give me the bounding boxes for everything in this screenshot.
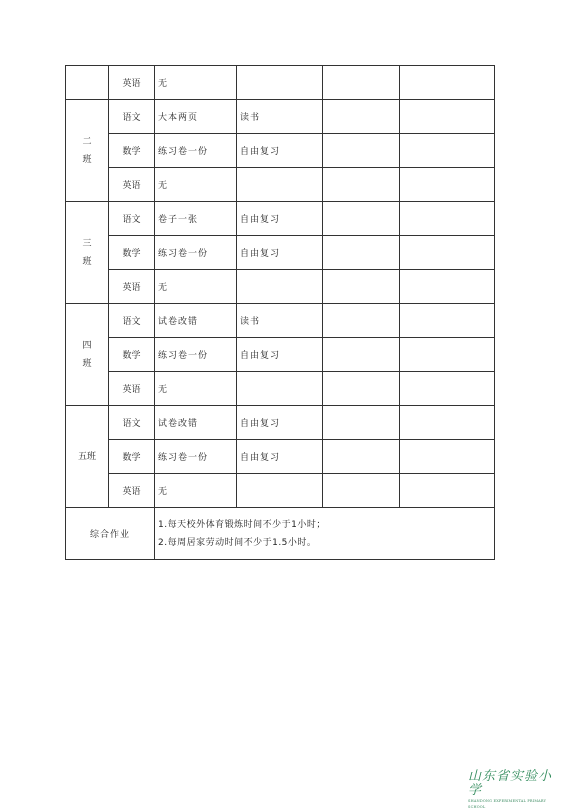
table-row bbox=[66, 168, 495, 202]
summary-line: 2.每周居家劳动时间不少于1.5小时。 bbox=[158, 537, 317, 548]
review-cell: 自由复习 bbox=[237, 134, 323, 168]
summary-content bbox=[155, 508, 495, 560]
homework-content-cell: 试卷改错 bbox=[155, 304, 237, 338]
class-cell bbox=[66, 66, 109, 100]
subject-cell: 语文 bbox=[109, 304, 155, 338]
empty-cell bbox=[323, 100, 400, 134]
homework-content-cell: 练习卷一份 bbox=[155, 236, 237, 270]
empty-cell bbox=[400, 134, 495, 168]
subject-cell: 英语 bbox=[109, 474, 155, 508]
table-row bbox=[66, 202, 495, 236]
empty-cell bbox=[323, 202, 400, 236]
homework-content-cell: 练习卷一份 bbox=[155, 134, 237, 168]
empty-cell bbox=[400, 66, 495, 100]
homework-content-cell: 无 bbox=[155, 270, 237, 304]
class-name-line: 四 bbox=[82, 340, 92, 351]
homework-content-cell: 无 bbox=[155, 474, 237, 508]
empty-cell bbox=[400, 440, 495, 474]
empty-cell bbox=[323, 270, 400, 304]
review-cell: 自由复习 bbox=[237, 338, 323, 372]
class-name-cell bbox=[66, 100, 109, 202]
subject-cell: 数学 bbox=[109, 338, 155, 372]
homework-content-cell: 无 bbox=[155, 372, 237, 406]
subject-cell: 数学 bbox=[109, 134, 155, 168]
empty-cell bbox=[323, 236, 400, 270]
table-row bbox=[66, 134, 495, 168]
table-row bbox=[66, 474, 495, 508]
class-name-line: 二 bbox=[82, 136, 92, 147]
review-cell: 读书 bbox=[237, 100, 323, 134]
empty-cell bbox=[400, 100, 495, 134]
table-row bbox=[66, 372, 495, 406]
summary-line: 1.每天校外体育锻炼时间不少于1小时； bbox=[158, 519, 326, 530]
school-logo-english: SHANDONG EXPERIMENTAL PRIMARY SCHOOL bbox=[468, 799, 547, 809]
empty-cell bbox=[400, 304, 495, 338]
homework-content-cell: 无 bbox=[155, 66, 237, 100]
review-cell: 自由复习 bbox=[237, 236, 323, 270]
subject-cell: 语文 bbox=[109, 406, 155, 440]
class-name-line: 班 bbox=[82, 154, 92, 165]
class-name-line: 三 bbox=[82, 238, 92, 249]
table-row bbox=[66, 100, 495, 134]
table-row bbox=[66, 440, 495, 474]
summary-row bbox=[66, 508, 495, 560]
review-cell bbox=[237, 270, 323, 304]
empty-cell bbox=[323, 372, 400, 406]
class-name-line: 五班 bbox=[77, 451, 96, 462]
subject-cell: 语文 bbox=[109, 100, 155, 134]
class-name-cell bbox=[66, 304, 109, 406]
review-cell: 自由复习 bbox=[237, 440, 323, 474]
review-cell: 读书 bbox=[237, 304, 323, 338]
empty-cell bbox=[323, 66, 400, 100]
empty-cell bbox=[400, 270, 495, 304]
homework-table bbox=[65, 65, 495, 560]
empty-cell bbox=[400, 338, 495, 372]
table-row bbox=[66, 338, 495, 372]
school-logo-chinese: 山东省实验小学 bbox=[468, 769, 553, 798]
table-row bbox=[66, 66, 495, 100]
homework-content-cell: 练习卷一份 bbox=[155, 338, 237, 372]
empty-cell bbox=[323, 168, 400, 202]
homework-content-cell: 大本两页 bbox=[155, 100, 237, 134]
table-row bbox=[66, 236, 495, 270]
school-logo bbox=[468, 769, 564, 809]
summary-label: 综合作业 bbox=[66, 508, 155, 560]
subject-cell: 英语 bbox=[109, 372, 155, 406]
review-cell bbox=[237, 168, 323, 202]
homework-content-cell: 练习卷一份 bbox=[155, 440, 237, 474]
homework-content-cell: 卷子一张 bbox=[155, 202, 237, 236]
subject-cell: 数学 bbox=[109, 236, 155, 270]
table-row bbox=[66, 406, 495, 440]
homework-content-cell: 试卷改错 bbox=[155, 406, 237, 440]
review-cell bbox=[237, 66, 323, 100]
homework-content-cell: 无 bbox=[155, 168, 237, 202]
table-row bbox=[66, 304, 495, 338]
empty-cell bbox=[400, 236, 495, 270]
subject-cell: 语文 bbox=[109, 202, 155, 236]
empty-cell bbox=[323, 338, 400, 372]
empty-cell bbox=[400, 406, 495, 440]
review-cell bbox=[237, 372, 323, 406]
subject-cell: 数学 bbox=[109, 440, 155, 474]
review-cell: 自由复习 bbox=[237, 406, 323, 440]
empty-cell bbox=[323, 134, 400, 168]
empty-cell bbox=[400, 202, 495, 236]
class-name-line: 班 bbox=[82, 358, 92, 369]
empty-cell bbox=[400, 474, 495, 508]
class-name-line: 班 bbox=[82, 256, 92, 267]
empty-cell bbox=[323, 406, 400, 440]
empty-cell bbox=[400, 372, 495, 406]
review-cell bbox=[237, 474, 323, 508]
class-name-cell bbox=[66, 406, 109, 508]
subject-cell: 英语 bbox=[109, 168, 155, 202]
empty-cell bbox=[323, 474, 400, 508]
review-cell: 自由复习 bbox=[237, 202, 323, 236]
empty-cell bbox=[323, 440, 400, 474]
class-name-cell bbox=[66, 202, 109, 304]
subject-cell: 英语 bbox=[109, 66, 155, 100]
table-row bbox=[66, 270, 495, 304]
empty-cell bbox=[400, 168, 495, 202]
subject-cell: 英语 bbox=[109, 270, 155, 304]
empty-cell bbox=[323, 304, 400, 338]
